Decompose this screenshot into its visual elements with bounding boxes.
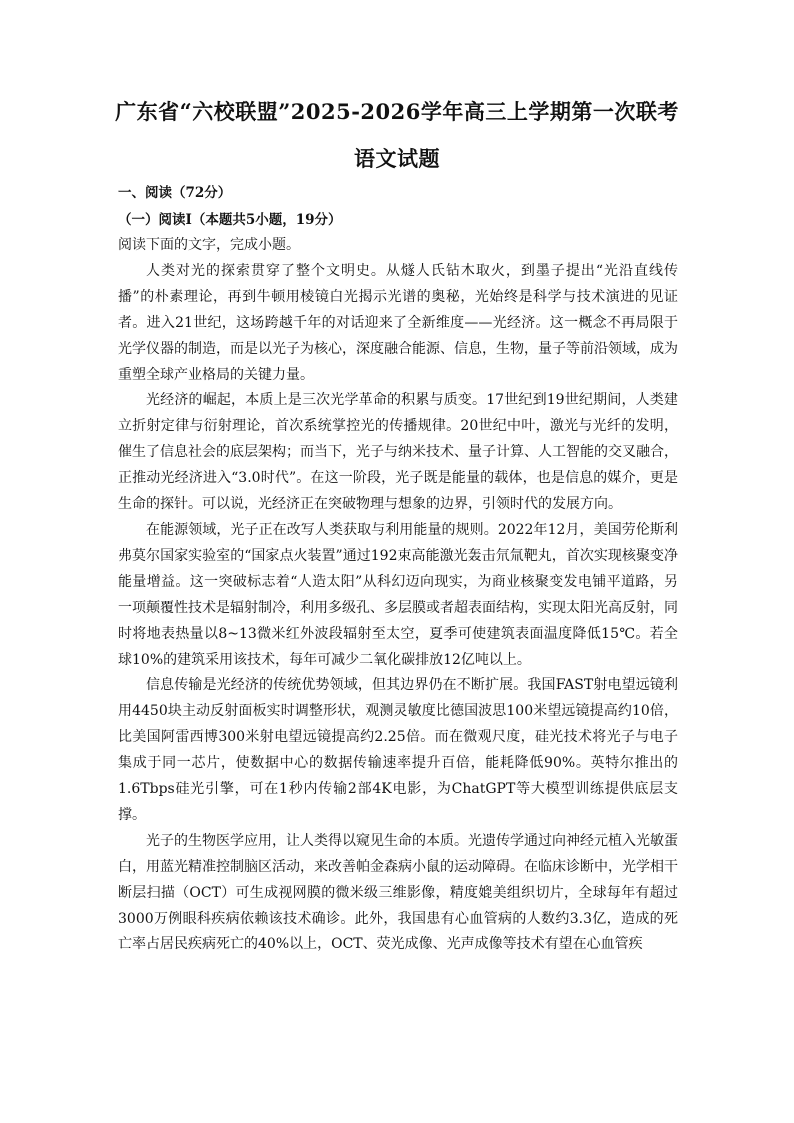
subsection-heading: （一）阅读I（本题共5小题，19分） [118, 212, 342, 228]
passage-paragraph-4: 信息传输是光经济的传统优势领域，但其边界仍在不断扩展。我国FAST射电望远镜利用4450块主动反射面板实时调整形状，观测灵敏度比德国波思100米望远镜提高约10倍，比美国阿雷西博300米射电望远镜提高约2.25倍。而在微观尺度，硅光技术将光子与电子集成于同一芯片，使数据中心的数据传输速率提升百倍，能耗降低90%。英特尔推出的1.6Tbps硅光引擎，可在1秒内传输2部4K电影，为ChatGPT等大模型训练提供底层支撑。 [118, 677, 678, 823]
exam-title: 广东省“六校联盟”2025-2026学年高三上学期第一次联考 [115, 99, 679, 124]
passage-paragraph-3: 在能源领域，光子正在改写人类获取与利用能量的规则。2022年12月，美国劳伦斯利弗莫尔国家实验室的“国家点火装置”通过192束高能激光轰击氘氚靶丸，首次实现核聚变净能量增益。这一突破标志着“人造太阳”从科幻迈向现实，为商业核聚变发电铺平道路，另一项颠覆性技术是辐射制冷，利用多级孔、多层膜或者超表面结构，实现太阳光高反射，同时将地表热量以8~13微米红外波段辐射至太空，夏季可使建筑表面温度降低15℃。若全球10%的建筑采用该技术，每年可减少二氧化碳排放12亿吨以上。 [118, 521, 678, 668]
section-heading: 一、阅读（72分） [118, 185, 232, 201]
reading-passage [118, 233, 678, 958]
reading-instruction: 阅读下面的文字，完成小题。 [118, 237, 300, 253]
passage-paragraph-1: 人类对光的探索贯穿了整个文明史。从燧人氏钻木取火，到墨子提出“光沿直线传播”的朴素理论，再到牛顿用棱镜白光揭示光谱的奥秘，光始终是科学与技术演进的见证者。进入21世纪，这场跨越千年的对话迎来了全新维度——光经济。这一概念不再局限于光学仪器的制造，而是以光子为核心，深度融合能源、信息，生物，量子等前沿领域，成为重塑全球产业格局的关键力量。 [118, 262, 678, 383]
passage-paragraph-5: 光子的生物医学应用，让人类得以窥见生命的本质。光遗传学通过向神经元植入光敏蛋白，用蓝光精准控制脑区活动，来改善帕金森病小鼠的运动障碍。在临床诊断中，光学相干断层扫描（OCT）可生成视网膜的微米级三维影像，精度媲美组织切片，全球每年有超过3000万例眼科疾病依赖该技术确诊。此外，我国患有心血管病的人数约3.3亿，造成的死亡率占居民疾病死亡的40%以上，OCT、荧光成像、光声成像等技术有望在心血管疾 [118, 832, 678, 953]
passage-paragraph-2: 光经济的崛起，本质上是三次光学革命的积累与质变。17世纪到19世纪期间，人类建立折射定律与衍射理论，首次系统掌控光的传播规律。20世纪中叶，激光与光纤的发明，催生了信息社会的底层架构；而当下，光子与纳米技术、量子计算、人工智能的交叉融合，正推动光经济进入“3.0时代”。在这一阶段，光子既是能量的载体，也是信息的媒介，更是生命的探针。可以说，光经济正在突破物理与想象的边界，引领时代的发展方向。 [118, 392, 678, 513]
exam-subtitle: 语文试题 [354, 146, 440, 171]
